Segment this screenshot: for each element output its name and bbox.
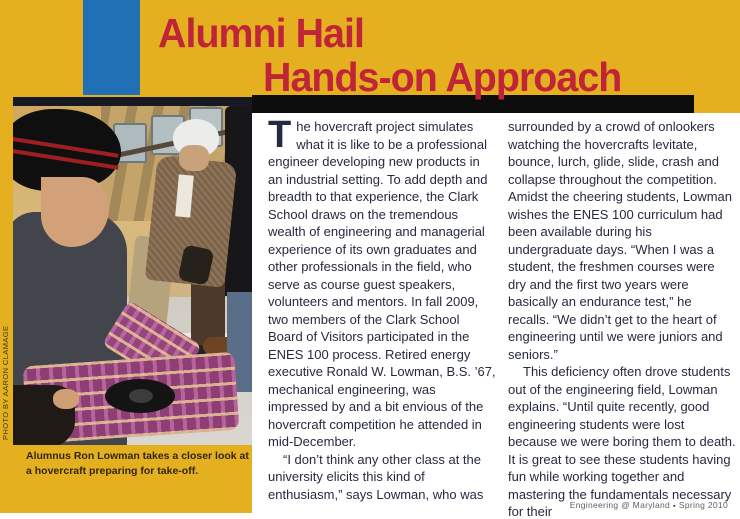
paragraph-2: “I don’t think any other class at the university elicits this kind of enthusiasm,” says Lowman, who was [268,451,484,502]
photo-caption: Alumnus Ron Lowman takes a closer look at a hovercraft preparing for take-off. [26,450,249,477]
paragraph-4: This deficiency often drove students out of the engineering field, Lowman explains. “Until quite recently, good engineering students were lost because we were boring them to death. It is great to see these students having fun while working together and mastering the fundamentals necessary for their [508,364,736,519]
photo-credit: PHOTO BY AARON CLAMAGE [1,325,10,440]
photo-top-edge [13,97,252,106]
page-title-line1: Alumni Hail [158,10,364,56]
footer-publication: Engineering @ Maryland [569,500,671,510]
footer-folio [570,500,728,510]
paragraph-1-text: he hovercraft project simulates what it is like to be a professional engineer developing new products in an industrial setting. To add depth and breadth to that experience, the Clark School draws on the tremendous wealth of engineering and managerial experience of its own graduates and other professionals in the field, who serve as course guest speakers, volunteers and mentors. In fall 2009, two members of the Clark School Board of Visitors participated in the ENES 100 process. Retired energy executive Ronald W. Lowman, B.S. ’67, mechanical engineering, was impressed by and a bit envious of the hovercraft competition he attended in mid-December. [268,119,496,449]
footer-issue: Spring 2010 [678,500,728,510]
paragraph-1 [268,114,496,451]
header-gold-notch [694,95,740,113]
photo-hovercraft-fan-core [129,389,153,403]
footer-bullet: ▪ [673,503,676,510]
photo-ron-lowman-face [179,145,209,171]
article-column-1 [268,114,496,503]
article-photo [13,97,252,445]
page-title-line2: Hands-on Approach [263,54,622,100]
article-column-2 [508,118,736,519]
blue-accent-rect [83,0,140,95]
photo-foreground-hand [53,389,79,409]
drop-cap: T [268,114,292,156]
paragraph-3: surrounded by a crowd of onlookers watching the hovercrafts levitate, bounce, lurch, glide, slide, crash and collapse throughout the competition. Amidst the cheering students, Lowman wishes the ENES 100 curriculum had been available during his undergraduate days. “When I was a student, the freshmen courses were dry and the first two years were basically an endurance test,” he recalls. “We didn’t get to the heart of engineering until we were juniors and seniors.” [508,119,733,362]
